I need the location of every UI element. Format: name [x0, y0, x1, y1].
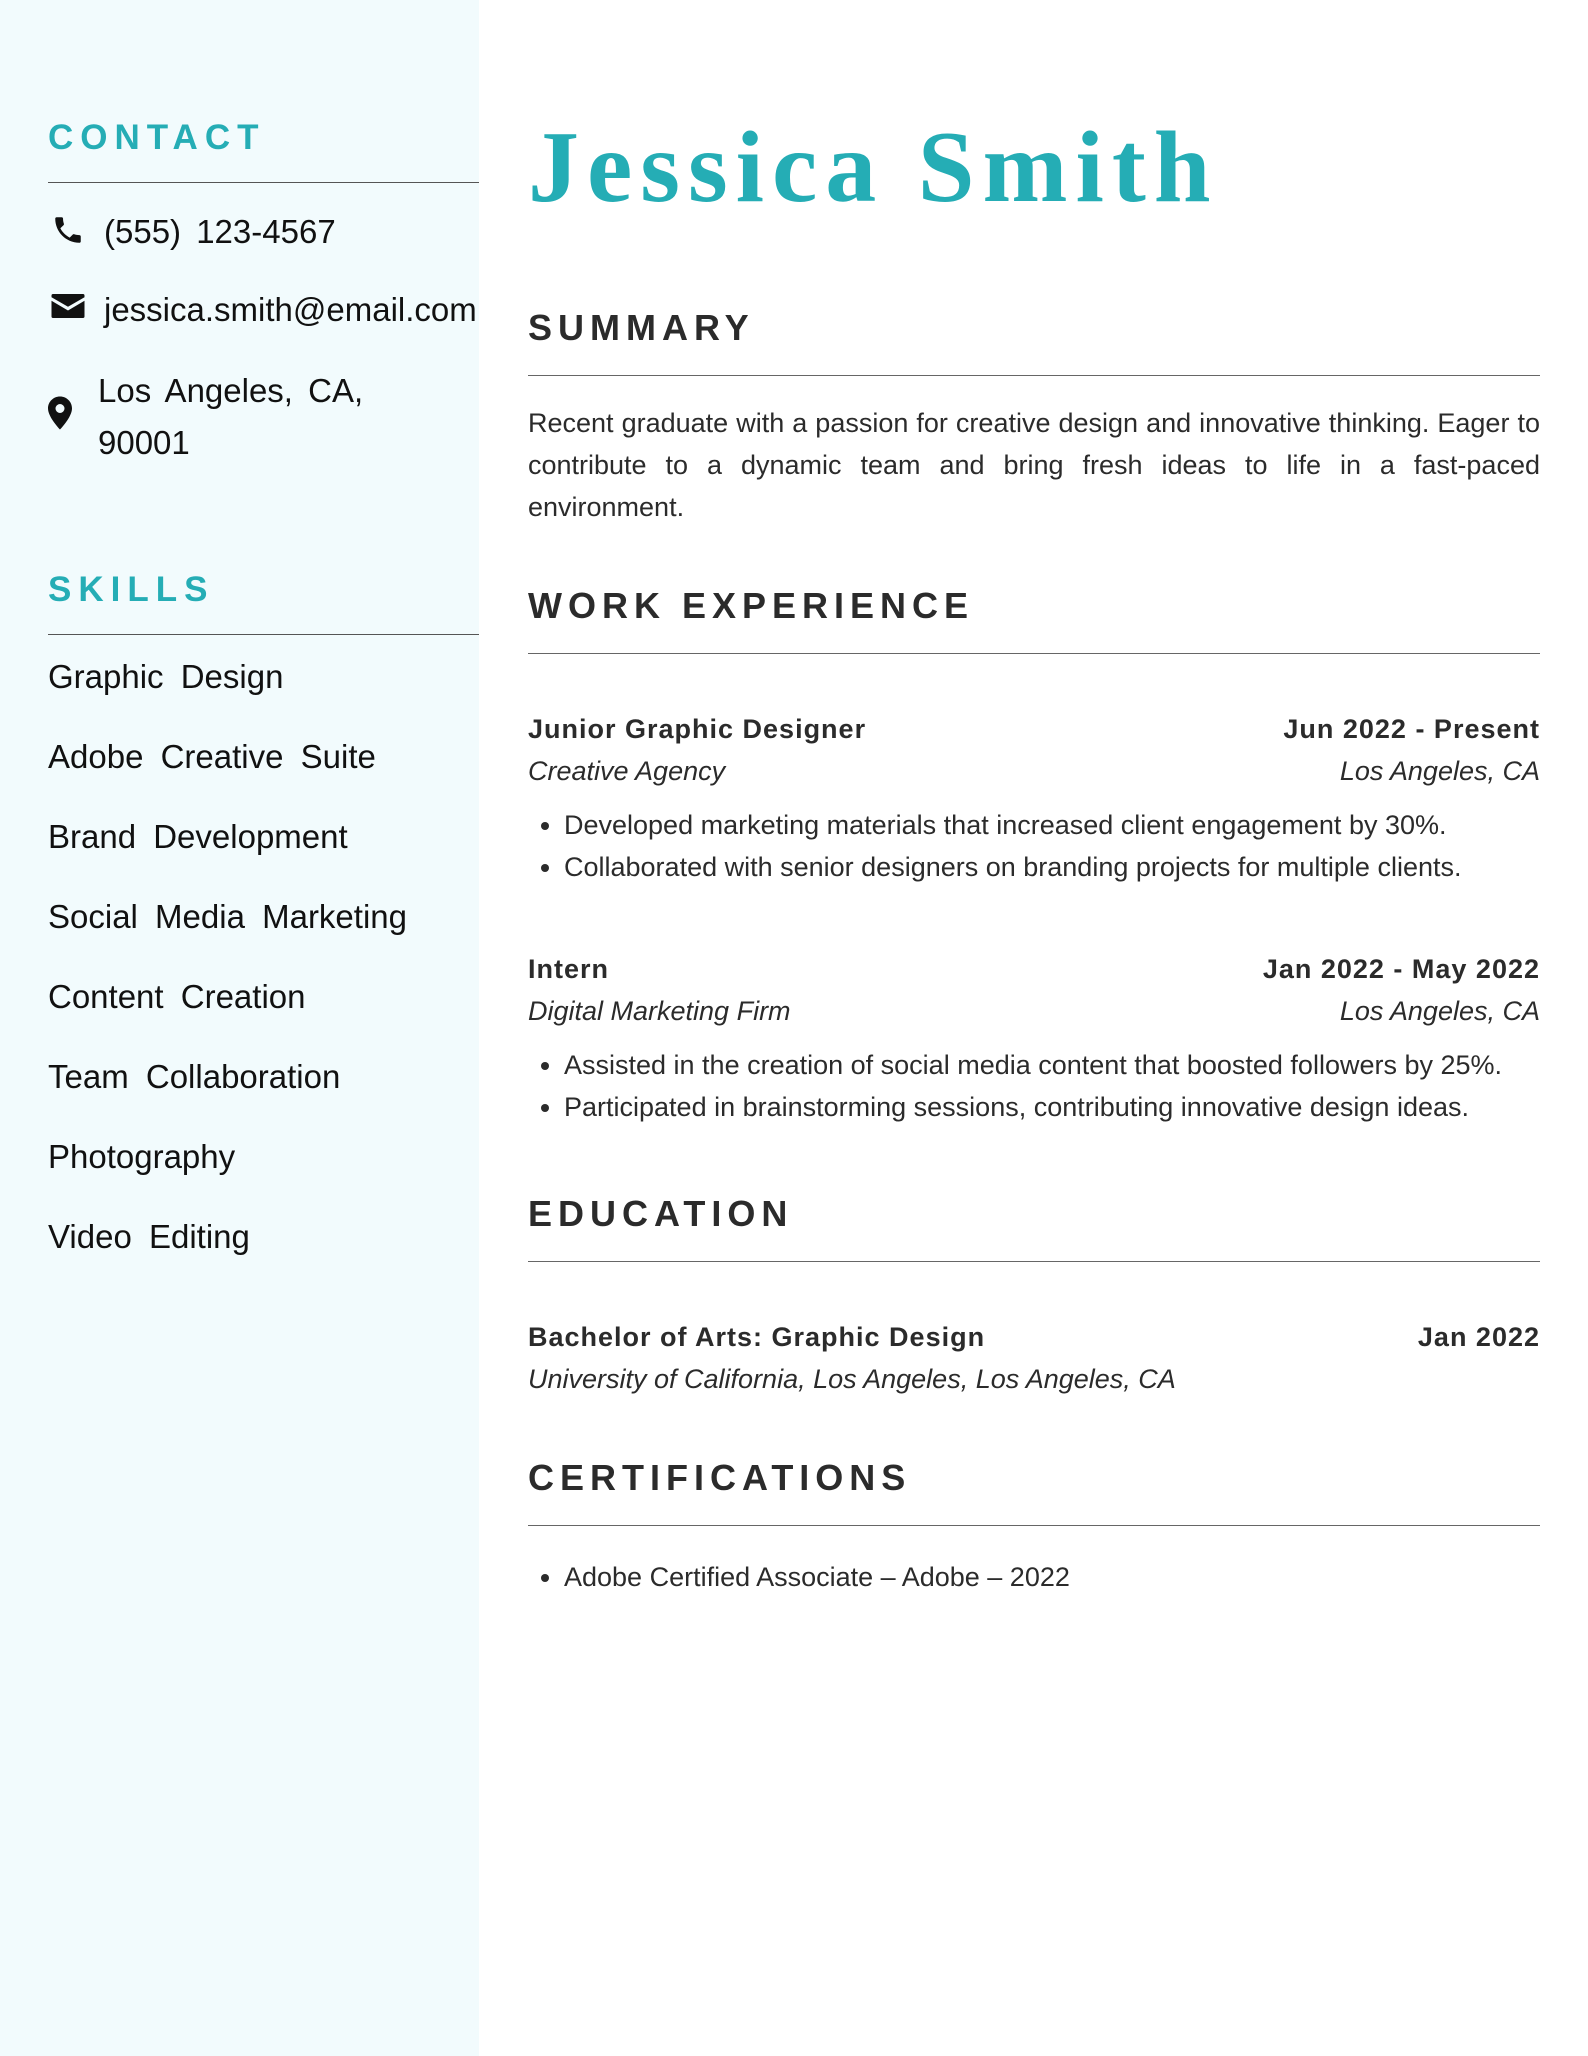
- school: University of California, Los Angeles, Los Angeles, CA: [528, 1364, 1176, 1394]
- education-header: [528, 1316, 1540, 1358]
- job-company: Creative Agency: [528, 756, 726, 786]
- skills-divider: [48, 634, 479, 635]
- job-dates: Jan 2022 - May 2022: [1262, 954, 1540, 984]
- skill-item: Brand Development: [48, 818, 348, 855]
- certifications-divider: [528, 1525, 1540, 1526]
- phone-text[interactable]: (555) 123-4567: [104, 213, 336, 250]
- job-subheader: [528, 750, 1540, 792]
- education-heading: EDUCATION: [528, 1193, 794, 1234]
- job-dates: Jun 2022 - Present: [1283, 714, 1540, 744]
- skill-item: Social Media Marketing: [48, 898, 407, 935]
- job-title: Intern: [528, 954, 610, 984]
- skills-section: [48, 570, 479, 1297]
- summary-heading: SUMMARY: [528, 307, 755, 348]
- address-text: [98, 365, 363, 469]
- certifications-heading: CERTIFICATIONS: [528, 1457, 912, 1498]
- candidate-name: [528, 108, 1219, 228]
- job-bullets: [528, 804, 1540, 888]
- certifications-entry: [528, 1544, 1540, 1598]
- envelope-icon: [48, 291, 88, 321]
- job-bullets: [528, 1044, 1540, 1128]
- contact-heading: CONTACT: [48, 118, 266, 157]
- certifications-list: [528, 1556, 1540, 1598]
- job-bullet: • Assisted in the creation of social media content that boosted followers by 25%.: [564, 1044, 1540, 1086]
- job-company: Digital Marketing Firm: [528, 996, 791, 1026]
- education-divider: [528, 1261, 1540, 1262]
- skills-list: [48, 657, 479, 1297]
- education-subheader: [528, 1358, 1540, 1400]
- address-line2: 90001: [98, 424, 190, 461]
- job-location: Los Angeles, CA: [1339, 996, 1540, 1026]
- contact-address: [48, 365, 479, 469]
- skill-item: Team Collaboration: [48, 1058, 341, 1095]
- email-text[interactable]: jessica.smith@email.com: [104, 291, 477, 328]
- job-location: Los Angeles, CA: [1339, 756, 1540, 786]
- contact-email: [48, 291, 479, 329]
- first-name: Jessica: [528, 111, 885, 224]
- degree: Bachelor of Arts: Graphic Design: [528, 1322, 986, 1352]
- skill-item: Graphic Design: [48, 658, 284, 695]
- certification-item: • Adobe Certified Associate – Adobe – 2022: [564, 1556, 1540, 1598]
- job-title: Junior Graphic Designer: [528, 714, 867, 744]
- skills-heading: SKILLS: [48, 570, 215, 609]
- phone-icon: [48, 213, 88, 247]
- last-name: Smith: [917, 111, 1219, 224]
- skill-item: Video Editing: [48, 1218, 250, 1255]
- education-entry: [528, 1316, 1540, 1400]
- job-entry: [528, 708, 1540, 888]
- education-date: Jan 2022: [1417, 1322, 1540, 1352]
- skill-item: Photography: [48, 1138, 236, 1175]
- contact-divider: [48, 182, 479, 183]
- contact-section: [48, 118, 479, 469]
- contact-phone: [48, 213, 479, 251]
- job-subheader: [528, 990, 1540, 1032]
- job-bullet: • Participated in brainstorming sessions, contributing innovative design ideas.: [564, 1086, 1540, 1128]
- job-header: [528, 948, 1540, 990]
- job-entry: [528, 948, 1540, 1128]
- job-bullet: • Developed marketing materials that increased client engagement by 30%.: [564, 804, 1540, 846]
- job-bullet: • Collaborated with senior designers on branding projects for multiple clients.: [564, 846, 1540, 888]
- experience-divider: [528, 653, 1540, 654]
- address-line1: Los Angeles, CA,: [98, 372, 364, 409]
- skill-item: Adobe Creative Suite: [48, 738, 376, 775]
- experience-heading: WORK EXPERIENCE: [528, 585, 975, 626]
- summary-text: Recent graduate with a passion for creative design and innovative thinking. Eager to contribute to a dynamic team and bring fresh ideas to life in a fast-paced environment.: [528, 408, 1540, 522]
- summary-divider: [528, 375, 1540, 376]
- skill-item: Content Creation: [48, 978, 306, 1015]
- job-header: [528, 708, 1540, 750]
- sidebar: [0, 0, 479, 2056]
- location-pin-icon: [48, 395, 72, 431]
